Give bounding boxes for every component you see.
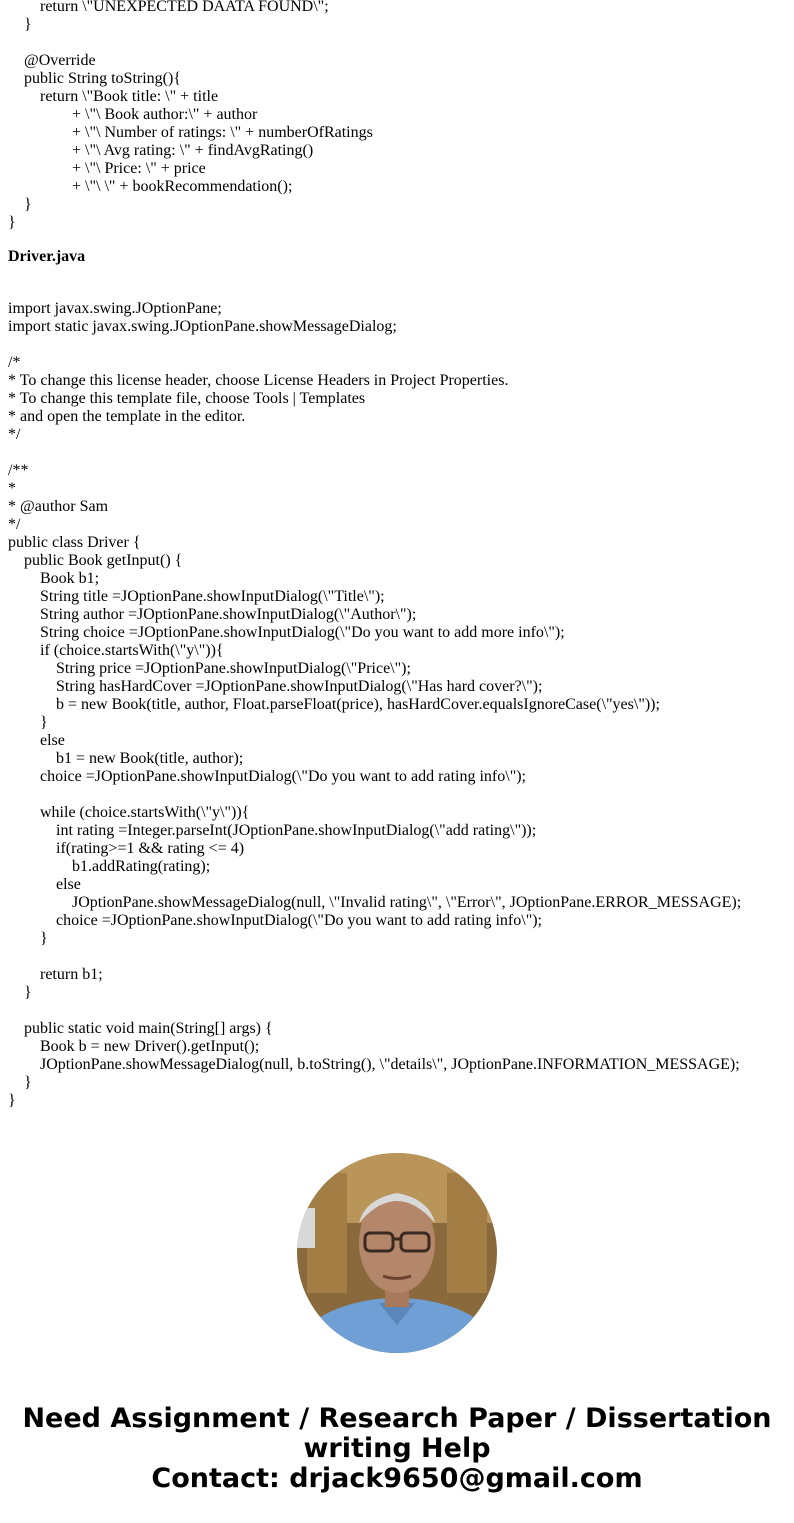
code-line: JOptionPane.showMessageDialog(null, \"Invalid rating\", \"Error\", JOptionPane.ERROR_MESSAGE); <box>8 894 742 911</box>
code-line: public class Driver { <box>8 534 141 551</box>
code-line: b1 = new Book(title, author); <box>8 750 244 767</box>
code-line: Book b = new Driver().getInput(); <box>8 1038 260 1055</box>
code-line: * and open the template in the editor. <box>8 408 246 425</box>
promo-line-1: Need Assignment / Research Paper / Dissertation <box>22 1403 772 1434</box>
code-line: /* <box>8 354 21 371</box>
code-line: + \"\ Avg rating: \" + findAvgRating() <box>8 142 314 159</box>
code-line: * @author Sam <box>8 498 109 515</box>
code-line: } <box>8 214 16 231</box>
code-line: + \"\ Price: \" + price <box>8 160 206 177</box>
code-line: @Override <box>8 52 96 69</box>
code-line: public String toString(){ <box>8 70 182 87</box>
code-line: } <box>8 930 48 947</box>
code-line: } <box>8 196 32 213</box>
code-line: String choice =JOptionPane.showInputDialog(\"Do you want to add more info\"); <box>8 624 565 641</box>
code-line: else <box>8 732 65 749</box>
code-line: * To change this template file, choose Tools | Templates <box>8 390 366 407</box>
code-line: choice =JOptionPane.showInputDialog(\"Do you want to add rating info\"); <box>8 768 526 785</box>
code-line: String price =JOptionPane.showInputDialog(\"Price\"); <box>8 660 411 677</box>
code-line: } <box>8 984 32 1001</box>
promo-banner <box>0 1404 794 1494</box>
code-line: * <box>8 480 16 497</box>
code-line: b1.addRating(rating); <box>8 858 211 875</box>
code-line <box>8 1002 741 1020</box>
code-line: b = new Book(title, author, Float.parseFloat(price), hasHardCover.equalsIgnoreCase(\"yes\")); <box>8 696 660 713</box>
code-line: Book b1; <box>8 570 100 587</box>
author-avatar <box>297 1153 497 1353</box>
avatar-portrait-image <box>297 1153 497 1353</box>
file-heading-driver: Driver.java <box>8 248 86 265</box>
code-line: /** <box>8 462 29 479</box>
code-line <box>8 444 741 462</box>
code-line <box>8 336 741 354</box>
code-line: public static void main(String[] args) { <box>8 1020 273 1037</box>
code-line: + \"\ Book author:\" + author <box>8 106 258 123</box>
code-line: choice =JOptionPane.showInputDialog(\"Do you want to add rating info\"); <box>8 912 542 929</box>
code-snippet-driver <box>8 300 741 1110</box>
code-line: } <box>8 714 48 731</box>
code-line: JOptionPane.showMessageDialog(null, b.toString(), \"details\", JOptionPane.INFORMATION_MESSAGE); <box>8 1056 740 1073</box>
code-line: } <box>8 1074 32 1091</box>
code-line: else <box>8 876 81 893</box>
code-line: if(rating>=1 && rating <= 4) <box>8 840 245 857</box>
code-line: return b1; <box>8 966 103 983</box>
code-line: return \"Book title: \" + title <box>8 88 219 105</box>
code-line: return \"UNEXPECTED DAATA FOUND\"; <box>8 0 329 15</box>
code-snippet-top <box>8 0 373 232</box>
code-line: } <box>8 1092 16 1109</box>
code-line: */ <box>8 426 21 443</box>
code-line: int rating =Integer.parseInt(JOptionPane.showInputDialog(\"add rating\")); <box>8 822 537 839</box>
promo-line-2: writing Help <box>303 1433 491 1464</box>
code-line: } <box>8 16 32 33</box>
code-line: if (choice.startsWith(\"y\")){ <box>8 642 224 659</box>
code-line: * To change this license header, choose License Headers in Project Properties. <box>8 372 509 389</box>
code-line: import static javax.swing.JOptionPane.showMessageDialog; <box>8 318 397 335</box>
code-line: while (choice.startsWith(\"y\")){ <box>8 804 250 821</box>
code-line: + \"\ \" + bookRecommendation(); <box>8 178 293 195</box>
code-line <box>8 786 741 804</box>
code-line: String author =JOptionPane.showInputDialog(\"Author\"); <box>8 606 417 623</box>
code-line: + \"\ Number of ratings: \" + numberOfRatings <box>8 124 373 141</box>
code-line: public Book getInput() { <box>8 552 183 569</box>
code-line: String hasHardCover =JOptionPane.showInputDialog(\"Has hard cover?\"); <box>8 678 543 695</box>
code-line: import javax.swing.JOptionPane; <box>8 300 222 317</box>
code-line: String title =JOptionPane.showInputDialog(\"Title\"); <box>8 588 385 605</box>
code-line <box>8 34 373 52</box>
promo-contact-line: Contact: drjack9650@gmail.com <box>151 1463 643 1494</box>
code-line: */ <box>8 516 21 533</box>
code-line <box>8 948 741 966</box>
